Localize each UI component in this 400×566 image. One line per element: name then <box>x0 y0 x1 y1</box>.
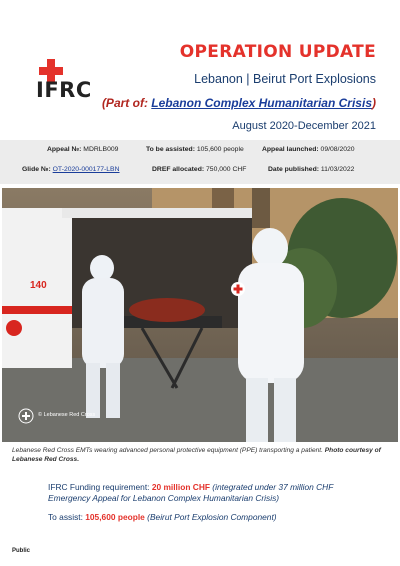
date-published-label: Date published: <box>268 166 319 173</box>
photo-caption <box>12 447 388 464</box>
to-be-assisted-label: To be assisted: <box>146 146 195 153</box>
assist-amount: 105,600 people <box>85 512 145 522</box>
appeal-number <box>47 146 118 153</box>
appeal-launched-label: Appeal launched: <box>262 146 319 153</box>
assist-label: To assist: <box>48 512 86 522</box>
page-title: OPERATION UPDATE <box>179 42 376 62</box>
crisis-link[interactable]: Lebanon Complex Humanitarian Crisis <box>151 96 372 110</box>
classification-label: Public <box>12 548 31 554</box>
ambulance-number: 140 <box>30 280 47 291</box>
glide-number-link[interactable]: OT-2020-000177-LBN <box>52 166 120 173</box>
watermark-text: © Lebanese Red Cross <box>38 412 96 418</box>
red-cross-badge-icon <box>231 282 245 296</box>
funding-label: IFRC Funding requirement: <box>48 482 152 492</box>
date-published-value: 11/03/2022 <box>320 166 355 173</box>
glide-number-label: Glide №: <box>22 166 51 173</box>
appeal-launched-value: 09/08/2020 <box>320 146 355 153</box>
cover-photo <box>2 188 398 442</box>
part-suffix: ) <box>372 96 376 110</box>
appeal-info-band <box>0 140 400 184</box>
appeal-launched <box>262 146 355 153</box>
dref-allocated <box>152 166 246 173</box>
appeal-number-value: MDRLB009 <box>83 146 119 153</box>
funding-amount: 20 million CHF <box>151 482 210 492</box>
caption-credit: Photo courtesy of Lebanese Red Cross. <box>12 447 381 463</box>
ambulance-scene <box>2 188 398 442</box>
funding-note: (integrated under 37 million CHF Emergency Appeal for Lebanon Complex Humanitarian Crisis) <box>48 482 334 503</box>
page-subtitle: Lebanon | Beirut Port Explosions <box>194 72 376 86</box>
to-be-assisted-value: 105,600 people <box>196 146 244 153</box>
logo-text: IFRC <box>36 78 92 102</box>
assist-target <box>48 512 277 522</box>
to-be-assisted <box>146 146 244 153</box>
dref-allocated-label: DREF allocated: <box>152 166 205 173</box>
operation-period: August 2020-December 2021 <box>232 120 376 132</box>
part-of-line <box>102 96 376 110</box>
assist-note: (Beirut Port Explosion Component) <box>144 512 277 522</box>
funding-requirement <box>48 482 368 504</box>
appeal-number-label: Appeal №: <box>47 146 82 153</box>
caption-text: Lebanese Red Cross EMTs wearing advanced personal protective equipment (PPE) transporting a patient. <box>12 447 325 454</box>
glide-number <box>22 166 120 173</box>
part-prefix: (Part of: <box>101 96 152 110</box>
date-published <box>268 166 354 173</box>
dref-allocated-value: 750,000 CHF <box>206 166 247 173</box>
